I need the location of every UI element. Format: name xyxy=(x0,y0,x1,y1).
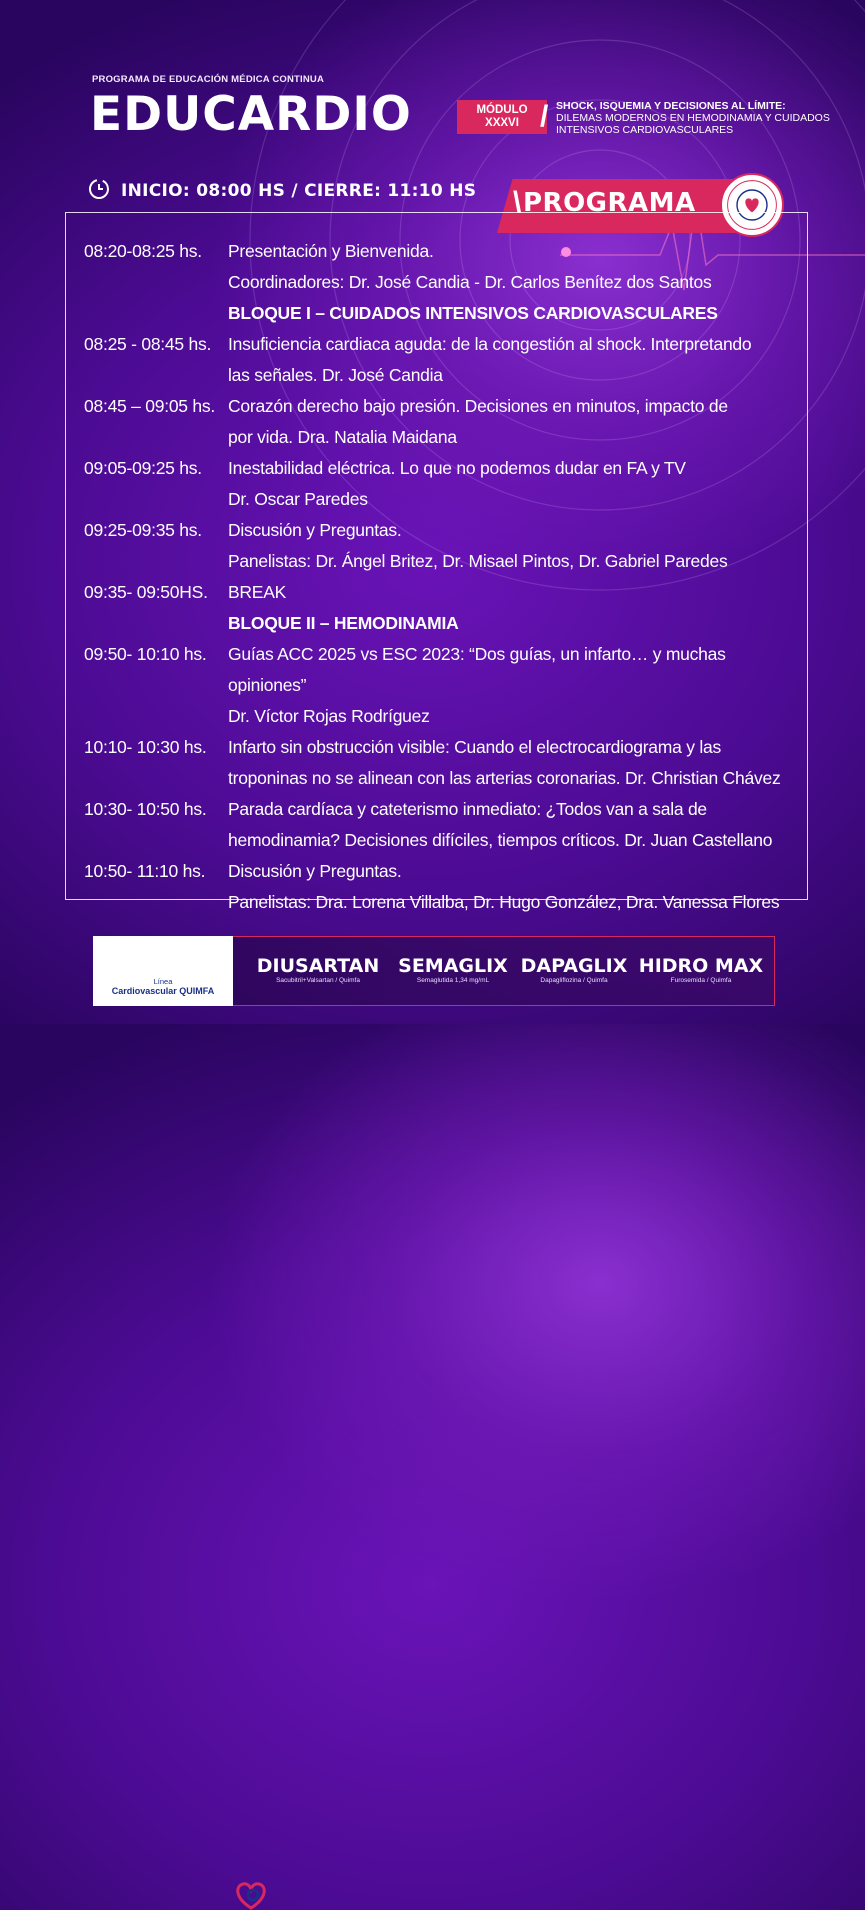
schedule-row xyxy=(84,515,804,577)
row-title: Insuficiencia cardiaca aguda: de la congestión al shock. Interpretando xyxy=(228,334,752,354)
program-kicker: PROGRAMA DE EDUCACIÓN MÉDICA CONTINUA xyxy=(92,74,325,85)
linea-cardiovascular-logo xyxy=(93,936,233,1006)
module-label: MÓDULO xyxy=(476,104,528,116)
schedule-row xyxy=(84,794,804,856)
topic-line-3: CUIDADOS INTENSIVOS CARDIOVASCULARES xyxy=(556,112,830,136)
clock-icon xyxy=(88,178,110,200)
row-detail: troponinas no se alinean con las arterias coronarias. Dr. Christian Chávez xyxy=(228,768,781,788)
schedule-list xyxy=(84,236,804,918)
row-detail: Dr. Víctor Rojas Rodríguez xyxy=(228,706,430,726)
module-slash: / xyxy=(540,100,549,133)
module-number: XXXVI xyxy=(485,117,519,129)
schedule-row xyxy=(84,577,804,608)
schedule-row xyxy=(84,732,804,794)
row-detail: las señales. Dr. José Candia xyxy=(228,365,443,385)
sponsor-sub: Dapagliflozina / Quimfa xyxy=(540,977,608,984)
row-time: 09:35- 09:50HS. xyxy=(84,582,208,602)
row-time: 09:25-09:35 hs. xyxy=(84,520,202,540)
row-time: 09:50- 10:10 hs. xyxy=(84,644,207,664)
sponsor-diusartan xyxy=(248,956,388,985)
schedule-row xyxy=(84,856,804,918)
quimfa-heart-icon xyxy=(231,1880,271,1910)
sponsor-name: HIDRO MAX xyxy=(638,955,764,977)
program-label: PROGRAMA xyxy=(523,188,696,218)
cardiovascular-label: Cardiovascular QUIMFA xyxy=(111,985,215,996)
module-badge xyxy=(457,100,547,134)
row-title: Discusión y Preguntas. xyxy=(228,520,402,540)
row-title: Parada cardíaca y cateterismo inmediato: ¿Todos van a sala de xyxy=(228,799,707,819)
row-time: 08:45 – 09:05 hs. xyxy=(84,396,215,416)
row-title: Presentación y Bienvenida. xyxy=(228,241,434,261)
sponsor-name: DAPAGLIX xyxy=(520,955,628,977)
program-slash: \ xyxy=(513,186,522,219)
sponsor-sub: Sacubitril+Valsartan / Quimfa xyxy=(276,977,360,984)
sponsor-name: SEMAGLIX xyxy=(398,955,508,977)
row-time: 08:20-08:25 hs. xyxy=(84,241,202,261)
row-time: 09:05-09:25 hs. xyxy=(84,458,202,478)
topic-line-1: SHOCK, ISQUEMIA Y DECISIONES AL LÍMITE: xyxy=(556,100,786,112)
sponsor-sub: Semaglutida 1,34 mg/mL xyxy=(416,977,490,984)
module-topic xyxy=(556,100,865,136)
schedule-row xyxy=(84,453,804,515)
schedule-row xyxy=(84,236,804,298)
row-time: 10:50- 11:10 hs. xyxy=(84,861,206,881)
row-detail: Panelistas: Dr. Ángel Britez, Dr. Misael Pintos, Dr. Gabriel Paredes xyxy=(228,551,728,571)
schedule-row xyxy=(84,639,804,732)
block-heading: BLOQUE II – HEMODINAMIA xyxy=(228,613,459,633)
linea-label: Línea xyxy=(153,976,173,986)
row-title: BREAK xyxy=(228,582,287,602)
sponsor-dapaglix xyxy=(518,956,630,985)
sponsor-hidromax xyxy=(638,956,764,985)
schedule-row xyxy=(84,329,804,391)
topic-line-2: DILEMAS MODERNOS EN HEMODINAMIA Y xyxy=(556,112,772,124)
row-detail: Coordinadores: Dr. José Candia - Dr. Carlos Benítez dos Santos xyxy=(228,272,712,292)
schedule-row xyxy=(84,391,804,453)
row-time: 10:30- 10:50 hs. xyxy=(84,799,207,819)
row-time: 08:25 - 08:45 hs. xyxy=(84,334,212,354)
row-detail: por vida. Dra. Natalia Maidana xyxy=(228,427,457,447)
start-end-hours: INICIO: 08:00 HS / CIERRE: 11:10 HS xyxy=(121,181,477,201)
row-detail: Dr. Oscar Paredes xyxy=(228,489,368,509)
sponsor-name: DIUSARTAN xyxy=(256,955,380,977)
row-title: Guías ACC 2025 vs ESC 2023: “Dos guías, un infarto… y muchas opiniones” xyxy=(228,644,726,695)
sponsor-sub: Furosemida / Quimfa xyxy=(670,977,732,984)
row-title: Corazón derecho bajo presión. Decisiones en minutos, impacto de xyxy=(228,396,728,416)
sponsor-semaglix xyxy=(398,956,508,985)
row-title: Discusión y Preguntas. xyxy=(228,861,402,881)
row-time: 10:10- 10:30 hs. xyxy=(84,737,207,757)
row-title: Inestabilidad eléctrica. Lo que no podemos dudar en FA y TV xyxy=(228,458,686,478)
brand-title: EDUCARDIO xyxy=(90,87,412,142)
row-detail: Panelistas: Dra. Lorena Villalba, Dr. Hugo González, Dra. Vanessa Flores xyxy=(228,892,780,912)
row-detail: hemodinamia? Decisiones difíciles, tiempos críticos. Dr. Juan Castellano xyxy=(228,830,773,850)
block-heading: BLOQUE I – CUIDADOS INTENSIVOS CARDIOVASCULARES xyxy=(228,303,718,323)
row-title: Infarto sin obstrucción visible: Cuando el electrocardiograma y las xyxy=(228,737,721,757)
